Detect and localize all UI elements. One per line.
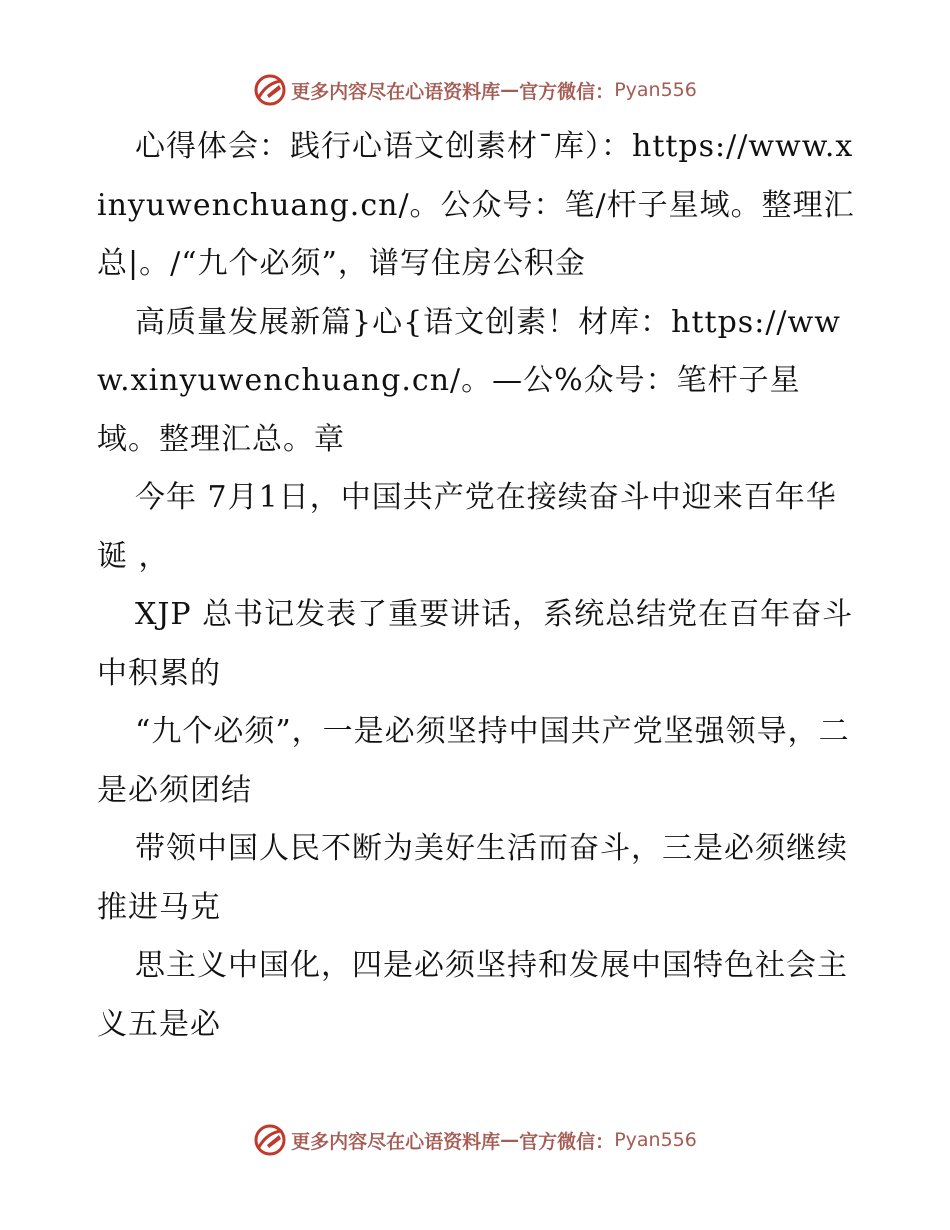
header-wechat-label: 官方微信： xyxy=(519,80,615,103)
footer-site-text: 更多内容尽在心语资料库 xyxy=(291,1130,501,1153)
footer-banner xyxy=(0,1120,950,1160)
header-dash: — xyxy=(500,79,520,101)
header-site-text: 更多内容尽在心语资料库 xyxy=(291,80,501,103)
paragraph: “九个必须”，一是必须坚持中国共产党坚强领导，二是必须团结 xyxy=(97,714,850,808)
paragraph: XJP 总书记发表了重要讲话，系统总结党在百年奋斗中积累的 xyxy=(97,597,854,691)
footer-wechat-id: Pyan556 xyxy=(614,1129,697,1151)
paragraph: 带领中国人民不断为美好生活而奋斗，三是必须继续推进马克 xyxy=(97,831,848,925)
paragraph: 心得体会：践行心语文创素材¯库）：https://www.xinyuwenchuang.cn/。公众号：笔/杆子星域。整理汇总|。/“九个必须”，谱写住房公积金 xyxy=(97,129,855,281)
logo-pen-icon xyxy=(253,1123,287,1157)
paragraph: 思主义中国化，四是必须坚持和发展中国特色社会主义五是必 xyxy=(97,948,848,1042)
logo-pen-icon xyxy=(253,73,287,107)
paragraph: 高质量发展新篇}心{语文创素！材库：https://www.xinyuwenchuang.cn/。—公%众号：笔杆子星域。整理汇总。章 xyxy=(97,304,841,457)
paragraph: 今年 7月1日，中国共产党在接续奋斗中迎来百年华诞 ， xyxy=(97,480,837,574)
header-banner xyxy=(0,70,950,110)
footer-dash: — xyxy=(500,1129,520,1151)
header-wechat-id: Pyan556 xyxy=(614,79,697,101)
footer-wechat-label: 官方微信： xyxy=(519,1130,615,1153)
document-body xyxy=(97,118,857,1054)
